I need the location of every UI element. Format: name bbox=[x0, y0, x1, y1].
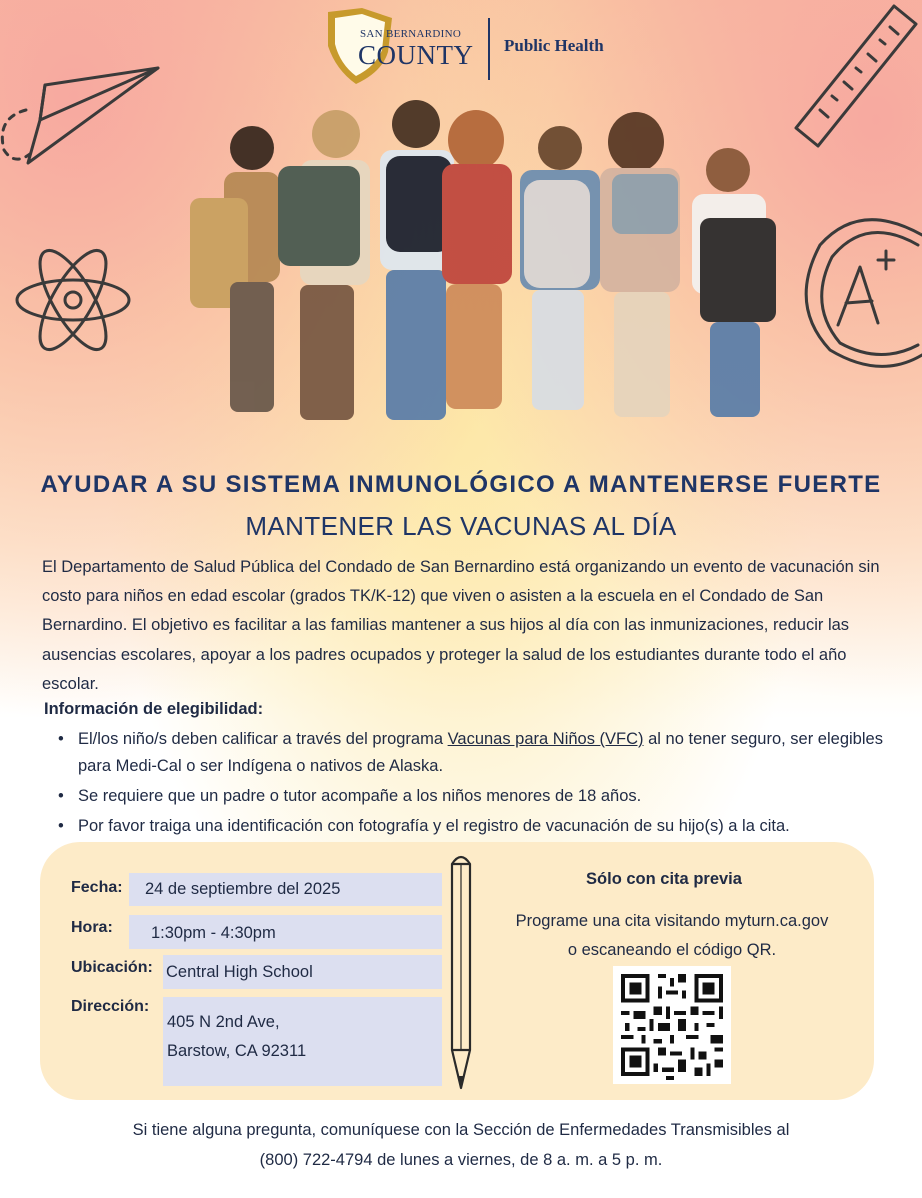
date-value: 24 de septiembre del 2025 bbox=[129, 873, 442, 906]
a-plus-grade-icon bbox=[800, 205, 922, 375]
logo-divider bbox=[488, 18, 490, 80]
pencil-icon bbox=[447, 850, 475, 1094]
time-value: 1:30pm - 4:30pm bbox=[129, 915, 442, 949]
county-name-top: SAN BERNARDINO bbox=[360, 28, 462, 40]
appointment-title: Sólo con cita previa bbox=[586, 870, 742, 888]
subheadline: MANTENER LAS VACUNAS AL DÍA bbox=[245, 511, 677, 541]
eligibility-item-vfc bbox=[54, 726, 894, 780]
ruler-icon bbox=[790, 0, 922, 160]
address-line-2: Barstow, CA 92311 bbox=[167, 1042, 307, 1060]
qr-code[interactable] bbox=[613, 966, 731, 1084]
appointment-instructions bbox=[486, 907, 858, 965]
eligibility-item-id: • Por favor traiga una identificación con fotografía y el registro de vacunación de su hijo(s) a la cita. bbox=[54, 813, 894, 840]
intro-paragraph: El Departamento de Salud Pública del Condado de San Bernardino está organizando un evento de vacunación sin costo para niños en edad escolar (grados TK/K-12) que viven o asisten a la escuela en el Condado de San Bernardino. El objetivo es facilitar a las familias mantener a sus hijos al día con las inmunizaciones, reducir las ausencias escolares, apoyar a los padres ocupados y proteger la salud de los estudiantes durante todo el año escolar. bbox=[42, 558, 880, 693]
contact-footer bbox=[0, 1115, 922, 1175]
time-label: Hora: bbox=[71, 919, 113, 936]
eligibility-item-text: al no tener seguro, ser elegibles para Medi-Cal o ser Indígena o nativos de Alaska. bbox=[78, 730, 883, 775]
eligibility-item-text: El/los niño/s deben calificar a través del programa bbox=[78, 730, 448, 748]
eligibility-list bbox=[54, 726, 894, 843]
address-label: Dirección: bbox=[71, 998, 150, 1015]
address-line-1: 405 N 2nd Ave, bbox=[167, 1013, 280, 1031]
address-value bbox=[163, 997, 442, 1086]
atom-icon bbox=[8, 235, 138, 365]
children-with-backpacks-photo bbox=[180, 100, 780, 450]
appointment-line-1: Programe una cita visitando myturn.ca.gov bbox=[515, 912, 829, 930]
paper-plane-icon bbox=[0, 50, 170, 170]
date-label: Fecha: bbox=[71, 879, 123, 896]
department-name: Public Health bbox=[504, 36, 604, 55]
appointment-line-2: o escaneando el código QR. bbox=[567, 941, 777, 959]
vfc-program-link[interactable]: Vacunas para Niños (VFC) bbox=[447, 730, 644, 748]
location-value: Central High School bbox=[163, 955, 442, 989]
county-name-main: COUNTY bbox=[358, 40, 474, 70]
location-label: Ubicación: bbox=[71, 959, 153, 976]
footer-line-1: Si tiene alguna pregunta, comuníquese con la Sección de Enfermedades Transmisibles al bbox=[132, 1121, 790, 1139]
eligibility-item-guardian: • Se requiere que un padre o tutor acompañe a los niños menores de 18 años. bbox=[54, 783, 894, 810]
footer-line-2: (800) 722-4794 de lunes a viernes, de 8 a. m. a 5 p. m. bbox=[259, 1151, 663, 1169]
county-logo bbox=[322, 6, 622, 88]
headline: AYUDAR A SU SISTEMA INMUNOLÓGICO A MANTENERSE FUERTE bbox=[40, 471, 882, 498]
eligibility-title: Información de elegibilidad: bbox=[44, 700, 264, 718]
